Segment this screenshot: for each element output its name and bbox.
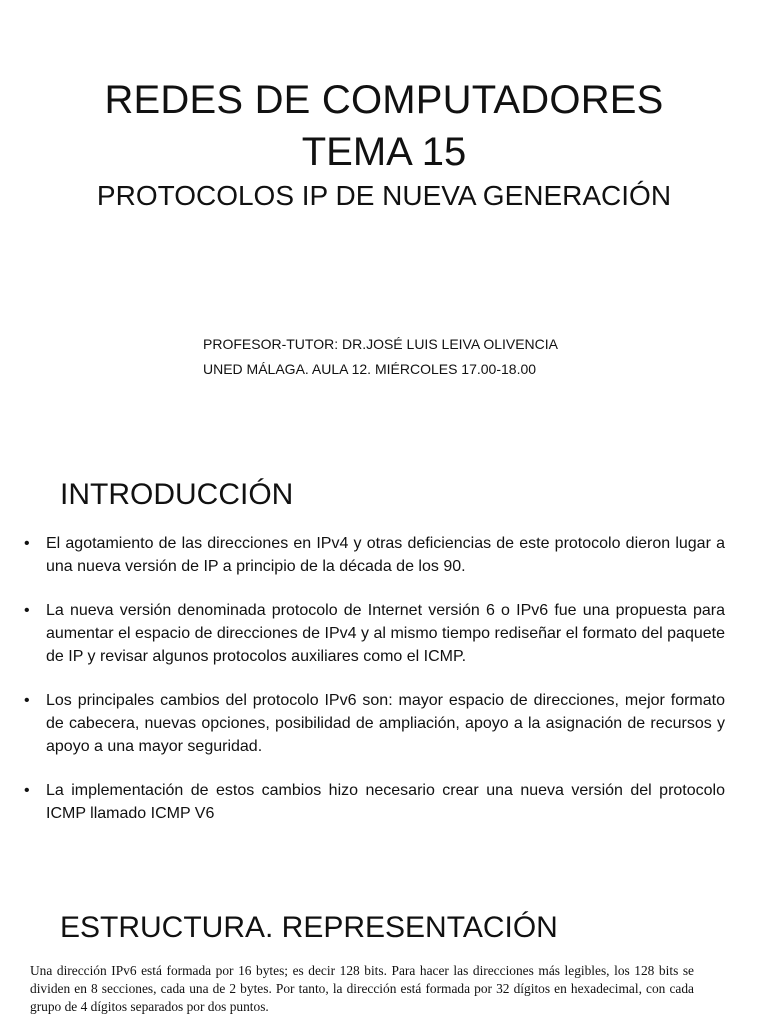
subtitle: PROTOCOLOS IP DE NUEVA GENERACIÓN [96,180,672,211]
list-item [24,779,725,825]
list-item [24,599,725,668]
bullet-icon: • [24,535,30,552]
structure-body-text: Una dirección IPv6 está formada por 16 bytes; es decir 128 bits. Para hacer las direcciones más legibles, los 128 bits se dividen en 8 secciones, cada una de 2 bytes. Por tanto, la dirección está formada por 32 dígitos en hexadecimal, con cada grupo de 4 dígitos separados por dos puntos. [30,963,694,1014]
title-line-1: REDES DE COMPUTADORES [104,78,664,122]
structure-heading: ESTRUCTURA. REPRESENTACIÓN [60,911,558,944]
bullet-icon: • [24,602,30,619]
introduction-bullet-list [24,532,725,846]
bullet-icon: • [24,692,30,709]
bullet-icon: • [24,782,30,799]
bullet-text: La implementación de estos cambios hizo necesario crear una nueva versión del protocolo ICMP llamado ICMP V6 [46,782,725,822]
list-item [24,689,725,758]
list-item [24,532,725,578]
introduction-heading: INTRODUCCIÓN [60,478,294,511]
professor-info: PROFESOR-TUTOR: DR.JOSÉ LUIS LEIVA OLIVENCIA [203,336,559,352]
bullet-text: La nueva versión denominada protocolo de Internet versión 6 o IPv6 fue una propuesta para aumentar el espacio de direcciones de IPv4 y al mismo tiempo rediseñar el formato del paquete de IP y revisar algunos protocolos auxiliares como el ICMP. [46,602,725,665]
schedule-info: UNED MÁLAGA. AULA 12. MIÉRCOLES 17.00-18.00 [203,361,537,377]
bullet-text: El agotamiento de las direcciones en IPv4 y otras deficiencias de este protocolo dieron lugar a una nueva versión de IP a principio de la década de los 90. [46,535,725,575]
title-line-2: TEMA 15 [301,130,467,174]
bullet-text: Los principales cambios del protocolo IPv6 son: mayor espacio de direcciones, mejor formato de cabecera, nuevas opciones, posibilidad de ampliación, apoyo a la asignación de recursos y apoyo a una mayor seguridad. [46,692,725,755]
